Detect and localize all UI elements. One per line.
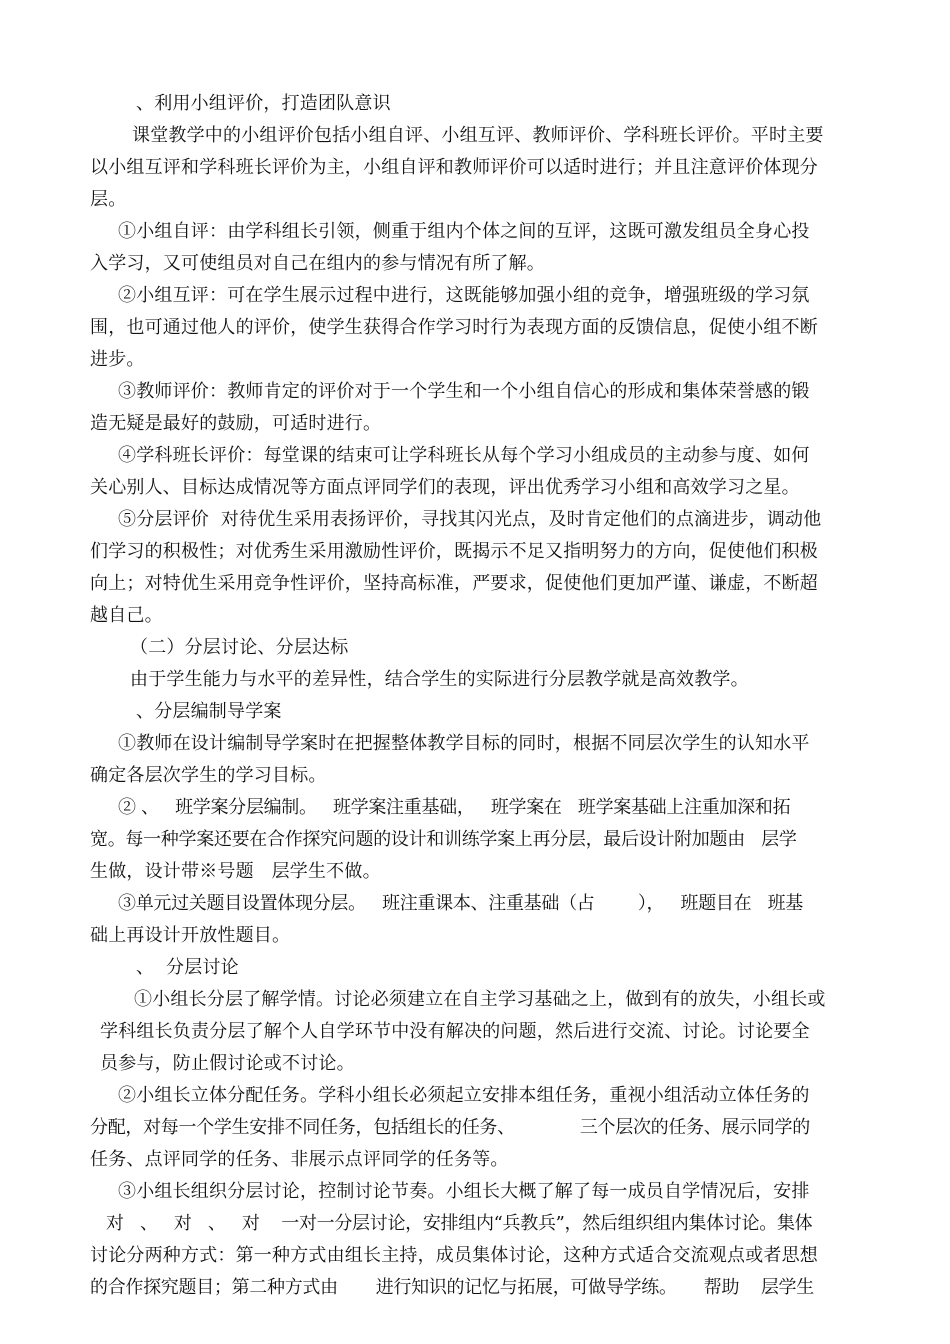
- paragraph-line: 层。: [90, 189, 127, 210]
- paragraph-line: ①小组自评：由学科组长引领，侧重于组内个体之间的互评，这既可激发组员全身心投: [118, 221, 810, 242]
- paragraph-line: ②小组长立体分配任务。学科小组长必须起立安排本组任务，重视小组活动立体任务的: [118, 1085, 810, 1106]
- paragraph-line: ①小组长分层了解学情。讨论必须建立在自主学习基础之上，做到有的放失，小组长或: [134, 989, 826, 1010]
- paragraph-line: ④学科班长评价：每堂课的结束可让学科班长从每个学习小组成员的主动参与度、如何: [118, 445, 810, 466]
- paragraph-line: 的合作探究题目；第二种方式由 进行知识的记忆与拓展，可做导学练。 帮助 层学生: [90, 1277, 814, 1298]
- paragraph-line: ②小组互评：可在学生展示过程中进行，这既能够加强小组的竞争，增强班级的学习氛: [118, 285, 810, 306]
- paragraph-line: 员参与，防止假讨论或不讨论。: [100, 1053, 355, 1074]
- paragraph-line: 们学习的积极性；对优秀生采用激励性评价，既揭示不足又指明努力的方向，促使他们积极: [90, 541, 818, 562]
- paragraph-line: 任务、点评同学的任务、非展示点评同学的任务等。: [90, 1149, 509, 1170]
- paragraph-line: ③小组长组织分层讨论，控制讨论节奏。小组长大概了解了每一成员自学情况后，安排: [118, 1181, 810, 1202]
- heading-layered-discuss: 、 分层讨论: [136, 957, 239, 978]
- paragraph-line: 对 、 对 、 对 一对一分层讨论，安排组内“兵教兵”，然后组织组内集体讨论。集体: [106, 1213, 813, 1234]
- heading-layered-guide: 、分层编制导学案: [136, 701, 282, 722]
- paragraph-line: 学科组长负责分层了解个人自学环节中没有解决的问题，然后进行交流、讨论。讨论要全: [100, 1021, 810, 1042]
- paragraph-line: ③教师评价：教师肯定的评价对于一个学生和一个小组自信心的形成和集体荣誉感的锻: [118, 381, 810, 402]
- paragraph-line: 越自己。: [90, 605, 163, 626]
- heading-layered-discussion: （二）分层讨论、分层达标: [130, 637, 349, 658]
- paragraph-line: 讨论分两种方式：第一种方式由组长主持，成员集体讨论，这种方式适合交流观点或者思想: [90, 1245, 818, 1266]
- paragraph-line: 础上再设计开放性题目。: [90, 925, 291, 946]
- paragraph-line: 进步。: [90, 349, 145, 370]
- paragraph-line: 宽。每一种学案还要在合作探究问题的设计和训练学案上再分层，最后设计附加题由 层学: [90, 829, 797, 850]
- paragraph-line: ② 、 班学案分层编制。 班学案注重基础， 班学案在 班学案基础上注重加深和拓: [118, 797, 791, 818]
- paragraph-line: 生做，设计带※号题 层学生不做。: [90, 861, 381, 882]
- paragraph-line: ③单元过关题目设置体现分层。 班注重课本、注重基础（占 ）， 班题目在 班基: [118, 893, 803, 914]
- paragraph-line: 分配，对每一个学生安排不同任务，包括组长的任务、 三个层次的任务、展示同学的: [90, 1117, 810, 1138]
- paragraph-line: 入学习，又可使组员对自己在组内的参与情况有所了解。: [90, 253, 545, 274]
- paragraph-line: ⑤分层评价 对待优生采用表扬评价，寻找其闪光点，及时肯定他们的点滴进步，调动他: [118, 509, 822, 530]
- paragraph-line: 以小组互评和学科班长评价为主，小组自评和教师评价可以适时进行；并且注意评价体现分: [90, 157, 818, 178]
- paragraph-line: 课堂教学中的小组评价包括小组自评、小组互评、教师评价、学科班长评价。平时主要: [132, 125, 824, 146]
- heading-group-evaluation: 、利用小组评价，打造团队意识: [136, 93, 391, 114]
- paragraph-line: 造无疑是最好的鼓励，可适时进行。: [90, 413, 382, 434]
- paragraph-line: 向上；对特优生采用竞争性评价，坚持高标准，严要求，促使他们更加严谨、谦虚，不断超: [90, 573, 818, 594]
- paragraph-line: ①教师在设计编制导学案时在把握整体教学目标的同时，根据不同层次学生的认知水平: [118, 733, 810, 754]
- paragraph-line: 确定各层次学生的学习目标。: [90, 765, 327, 786]
- paragraph-line: 由于学生能力与水平的差异性，结合学生的实际进行分层教学就是高效教学。: [130, 669, 749, 690]
- paragraph-line: 围，也可通过他人的评价，使学生获得合作学习时行为表现方面的反馈信息，促使小组不断: [90, 317, 818, 338]
- paragraph-line: 关心别人、目标达成情况等方面点评同学们的表现，评出优秀学习小组和高效学习之星。: [90, 477, 800, 498]
